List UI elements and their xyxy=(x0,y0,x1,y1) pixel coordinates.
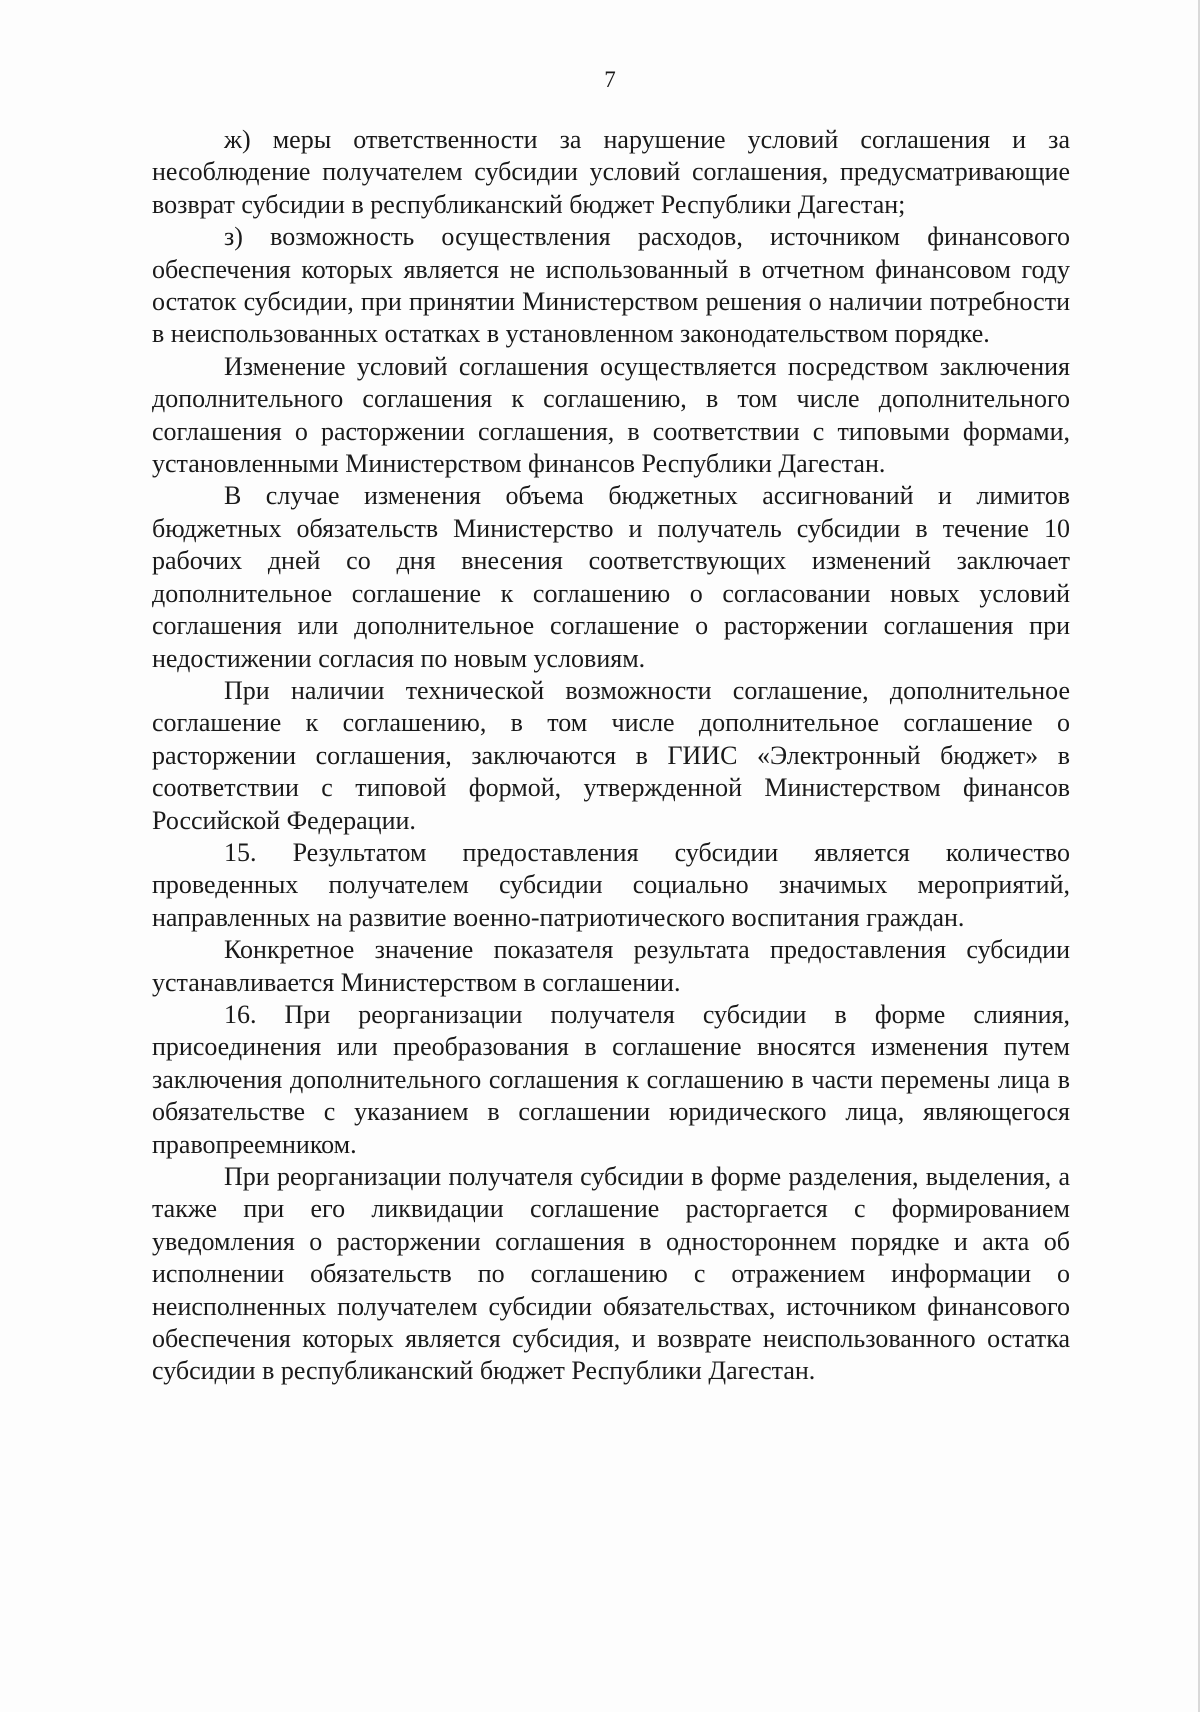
paragraph-zh-liability: ж) меры ответственности за нарушение условий соглашения и за несоблюдение получателем субсидии условий соглашения, предусматривающие возврат субсидии в республиканский бюджет Республики Дагестан; xyxy=(152,125,1070,219)
paragraph-agreement-changes: Изменение условий соглашения осуществляется посредством заключения дополнительного соглашения к соглашению, в том числе дополнительного соглашения о расторжении соглашения, в соответствии с типовыми формами, установленными Министерством финансов Республики Дагестан. xyxy=(152,351,1070,479)
document-body xyxy=(152,124,1070,1388)
paragraph-electronic-budget: При наличии технической возможности соглашение, дополнительное соглашение к соглашению, в том числе дополнительное соглашение о расторжении соглашения, заключаются в ГИИС «Электронный бюджет» в соответствии с типовой формой, утвержденной Министерством финансов Российской Федерации. xyxy=(152,675,1070,835)
paragraph-item-15: 15. Результатом предоставления субсидии является количество проведенных получателем субсидии социально значимых мероприятий, направленных на развитие военно-патриотического воспитания граждан. xyxy=(152,837,1070,932)
paragraph-z-expenses: з) возможность осуществления расходов, источником финансового обеспечения которых является не использованный в отчетном финансовом году остаток субсидии, при принятии Министерством решения о наличии потребности в неиспользованных остатках в установленном законодательством порядке. xyxy=(152,222,1070,349)
paragraph-item-16: 16. При реорганизации получателя субсидии в форме слияния, присоединения или преобразования в соглашение вносятся изменения путем заключения дополнительного соглашения к соглашению в части перемены лица в обязательстве с указанием в соглашении юридического лица, являющегося правопреемником. xyxy=(152,999,1070,1159)
paragraph-result-value: Конкретное значение показателя результата предоставления субсидии устанавливается Министерством в соглашении. xyxy=(152,935,1070,997)
page-number: 7 xyxy=(604,67,616,92)
paragraph-budget-changes: В случае изменения объема бюджетных ассигнований и лимитов бюджетных обязательств Министерство и получатель субсидии в течение 10 рабочих дней со дня внесения соответствующих изменений заключает дополнительное соглашение к соглашению о согласовании новых условий соглашения или дополнительное соглашение о расторжении соглашения при недостижении согласия по новым условиям. xyxy=(152,481,1070,673)
paragraph-reorganization: При реорганизации получателя субсидии в форме разделения, выделения, а также при его ликвидации соглашение расторгается с формированием уведомления о расторжении соглашения в одностороннем порядке и акта об исполнении обязательств по соглашению с отражением информации о неисполненных получателем субсидии обязательствах, источником финансового обеспечения которых является субсидия, и возврате неиспользованного остатка субсидии в республиканский бюджет Республики Дагестан. xyxy=(152,1162,1070,1386)
